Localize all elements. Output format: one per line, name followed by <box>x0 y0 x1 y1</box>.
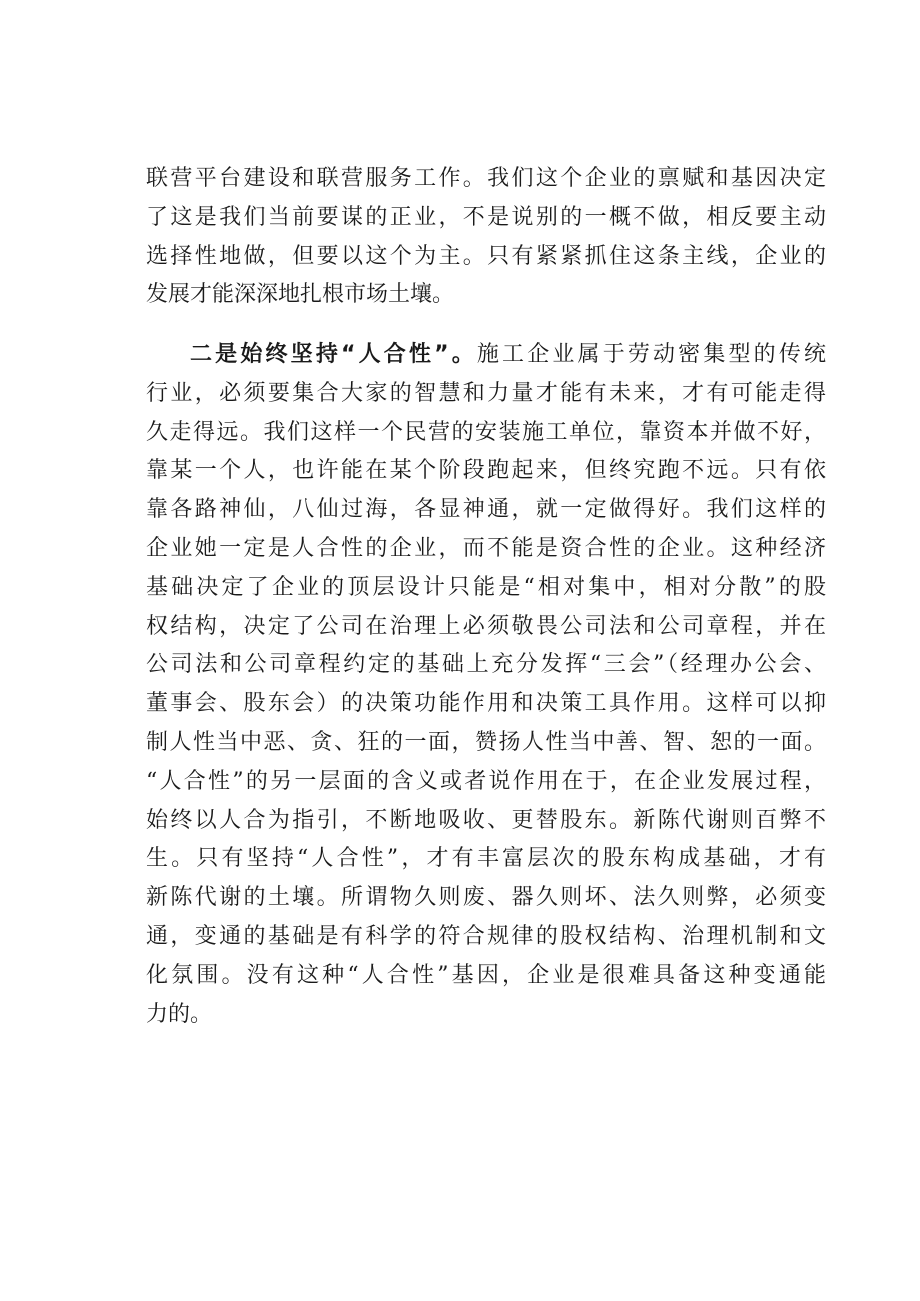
paragraph-2-line-12: “人合性”的另一层面的含义或者说作用在于，在企业发展过程， <box>146 768 826 794</box>
paragraph-2-line-17: 化氛围。没有这种“人合性”基因，企业是很难具备这种变通能 <box>146 962 826 988</box>
paragraph-2-line-10: 董事会、股东会）的决策功能作用和决策工具作用。这样可以抑 <box>146 691 826 717</box>
paragraph-1-line-3: 选择性地做，但要以这个为主。只有紧紧抓住这条主线，企业的 <box>146 243 826 269</box>
paragraph-1-line-4: 发展才能深深地扎根市场土壤。 <box>146 282 455 308</box>
paragraph-2-line-2: 行业，必须要集合大家的智慧和力量才能有未来，才有可能走得 <box>146 380 826 406</box>
paragraph-2-line-3: 久走得远。我们这样一个民营的安装施工单位，靠资本并做不好， <box>146 419 826 445</box>
paragraph-2-line-14: 生。只有坚持“人合性”，才有丰富层次的股东构成基础，才有 <box>146 846 826 872</box>
paragraph-2-line-5: 靠各路神仙，八仙过海，各显神通，就一定做得好。我们这样的 <box>146 497 826 523</box>
paragraph-2-first-line-rest: 施工企业属于劳动密集型的传统 <box>476 342 826 367</box>
paragraph-2-heading: 二是始终坚持“人合性”。 <box>190 342 477 367</box>
paragraph-2-line-6: 企业她一定是人合性的企业，而不能是资合性的企业。这种经济 <box>146 535 826 561</box>
paragraph-1-line-1: 联营平台建设和联营服务工作。我们这个企业的禀赋和基因决定 <box>146 166 826 191</box>
paragraph-2-line-13: 始终以人合为指引，不断地吸收、更替股东。新陈代谢则百弊不 <box>146 807 826 833</box>
paragraph-2-line-11: 制人性当中恶、贪、狂的一面，赞扬人性当中善、智、恕的一面。 <box>146 729 826 755</box>
paragraph-2-line-8: 权结构，决定了公司在治理上必须敬畏公司法和公司章程，并在 <box>146 613 826 639</box>
paragraph-2-line-4: 靠某一个人，也许能在某个阶段跑起来，但终究跑不远。只有依 <box>146 458 826 484</box>
paragraph-2 <box>146 336 826 1034</box>
paragraph-1-line-2: 了这是我们当前要谋的正业，不是说别的一概不做，相反要主动 <box>146 204 826 230</box>
paragraph-2-line-9: 公司法和公司章程约定的基础上充分发挥“三会”（经理办公会、 <box>146 652 826 678</box>
paragraph-2-line-15: 新陈代谢的土壤。所谓物久则废、器久则坏、法久则弊，必须变 <box>146 885 826 911</box>
paragraph-2-line-18: 力的。 <box>146 1001 213 1027</box>
paragraph-2-line-1 <box>146 336 826 375</box>
paragraph-2-line-16: 通，变通的基础是有科学的符合规律的股权结构、治理机制和文 <box>146 923 826 949</box>
paragraph-1 <box>146 160 826 315</box>
paragraph-2-line-7: 基础决定了企业的顶层设计只能是“相对集中，相对分散”的股 <box>146 574 826 600</box>
